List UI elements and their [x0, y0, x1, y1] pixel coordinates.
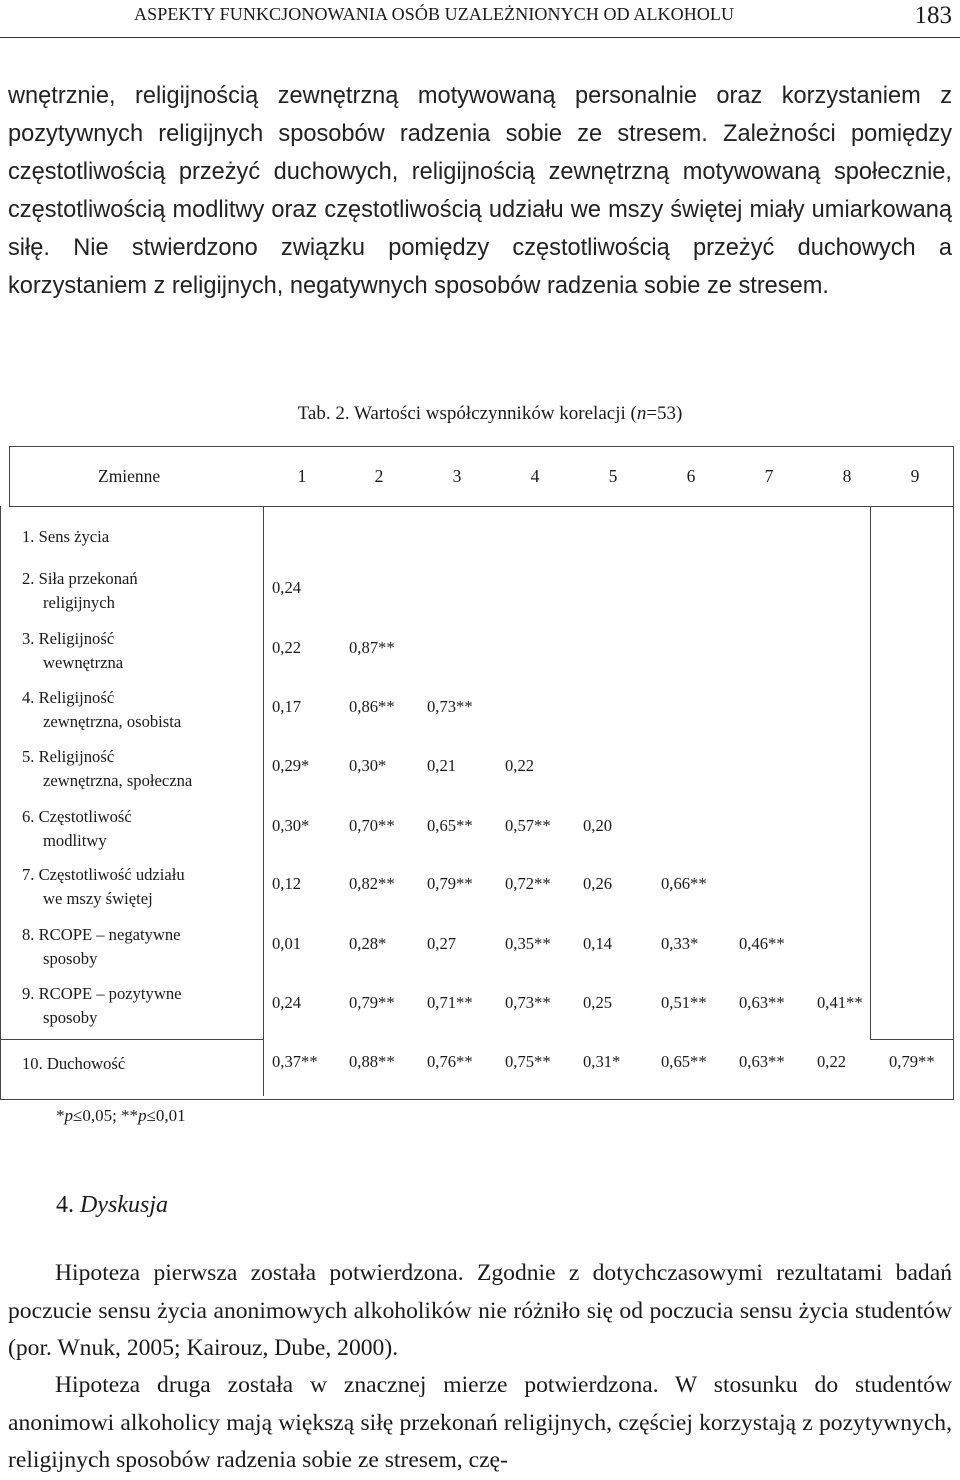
cell-r8-c3: 0,27: [427, 934, 457, 953]
row-label-line1: 8. RCOPE – negatywne: [22, 925, 181, 944]
section-heading: [56, 1192, 168, 1219]
cell-r9-c1: 0,24: [272, 993, 302, 1012]
row-label-2: [22, 567, 262, 615]
table-left-border-header: [9, 446, 10, 506]
cell-r10-c9: 0,79**: [889, 1052, 935, 1071]
table-caption: [0, 403, 960, 425]
header-col-1: 1: [297, 466, 307, 486]
cell-r6-c1: 0,30*: [272, 816, 310, 835]
cell-r10-c8: 0,22: [817, 1052, 847, 1071]
table-right-border-header: [953, 446, 954, 506]
cell-r10-c5: 0,31*: [583, 1052, 621, 1071]
cell-r6-c3: 0,65**: [427, 816, 473, 835]
cell-r4-c2: 0,86**: [349, 697, 395, 716]
row-label-line2: religijnych: [43, 593, 115, 612]
cell-r5-c2: 0,30*: [349, 756, 387, 775]
paragraph-hypothesis-1: Hipoteza pierwsza została potwierdzona. Zgodnie z dotychczasowymi rezultatami badań poczucie sensu życia anonimowych alkoholików nie różniło się od poczucia sensu życia studentów (por. Wnuk, 2005; Kairouz, Dube, 2000).: [8, 1260, 952, 1361]
row-label-5: [22, 745, 262, 793]
cell-r3-c1: 0,22: [272, 638, 302, 657]
row-label-line1: 3. Religijność: [22, 629, 115, 648]
table-label-divider: [263, 506, 264, 1096]
cell-r7-c4: 0,72**: [505, 874, 551, 893]
table-row10-top-border: [0, 1039, 263, 1040]
section-number: 4.: [56, 1192, 74, 1218]
header-col-7: 7: [764, 466, 774, 486]
row-label-line2: zewnętrzna, społeczna: [43, 771, 193, 790]
cell-r6-c2: 0,70**: [349, 816, 395, 835]
cell-r3-c2: 0,87**: [349, 638, 395, 657]
table-bottom-border: [0, 1099, 954, 1100]
cell-r8-c4: 0,35**: [505, 934, 551, 953]
cell-r7-c5: 0,26: [583, 874, 613, 893]
row-label-line2: we mszy świętej: [43, 889, 153, 908]
significance-note: [56, 1106, 186, 1126]
cell-r10-c4: 0,75**: [505, 1052, 551, 1071]
running-header: [0, 0, 960, 38]
header-col-3: 3: [452, 466, 462, 486]
cell-r9-c4: 0,73**: [505, 993, 551, 1012]
cell-r9-c2: 0,79**: [349, 993, 395, 1012]
row-label-8: [22, 923, 262, 971]
paragraph-intro: wnętrznie, religijnością zewnętrzną motywowaną personalnie oraz korzystaniem z pozytywnych religijnych sposobów radzenia sobie ze stresem. Zależności pomiędzy częstotliwością przeżyć duchowych, religijnością zewnętrzną motywowaną społecznie, częstotliwością modlitwy oraz częstotliwością udziału we mszy świętej miały umiarkowaną siłę. Nie stwierdzono związku pomiędzy częstotliwością przeżyć duchowych a korzystaniem z religijnych, negatywnych sposobów radzenia sobie ze stresem.: [8, 83, 952, 299]
table-row10-top-right: [870, 1039, 954, 1040]
header-col-5: 5: [608, 466, 618, 486]
cell-r6-c5: 0,20: [583, 816, 613, 835]
cell-r10-c2: 0,88**: [349, 1052, 395, 1071]
cell-r4-c3: 0,73**: [427, 697, 473, 716]
cell-r5-c1: 0,29*: [272, 756, 310, 775]
cell-r8-c2: 0,28*: [349, 934, 387, 953]
cell-r10-c3: 0,76**: [427, 1052, 473, 1071]
row-label-line2: wewnętrzna: [43, 653, 124, 672]
cell-r4-c1: 0,17: [272, 697, 302, 716]
caption-suffix: =53): [646, 403, 683, 424]
running-title: ASPEKTY FUNKCJONOWANIA OSÓB UZALEŻNIONYCH OD ALKOHOLU: [134, 4, 735, 24]
row-label-line1: 4. Religijność: [22, 688, 115, 707]
header-col-6: 6: [686, 466, 696, 486]
table-header-bottom-border: [9, 506, 953, 507]
row-label-line2: sposoby: [43, 1008, 98, 1027]
cell-r7-c3: 0,79**: [427, 874, 473, 893]
header-col-4: 4: [530, 466, 540, 486]
cell-r7-c1: 0,12: [272, 874, 302, 893]
cell-r9-c5: 0,25: [583, 993, 613, 1012]
cell-r10-c6: 0,65**: [661, 1052, 707, 1071]
section-title: Dyskusja: [80, 1192, 168, 1218]
row-label-line1: 10. Duchowość: [22, 1054, 126, 1073]
caption-prefix: Tab. 2. Wartości współczynników korelacji (: [297, 403, 637, 424]
row-label-6: [22, 805, 262, 853]
row-label-line1: 1. Sens życia: [22, 527, 110, 546]
cell-r5-c4: 0,22: [505, 756, 535, 775]
cell-r8-c6: 0,33*: [661, 934, 699, 953]
cell-r7-c6: 0,66**: [661, 874, 707, 893]
row-label-9: [22, 982, 262, 1030]
table-right-border: [953, 506, 954, 1100]
table-top-border: [9, 446, 953, 447]
row-label-4: [22, 686, 262, 734]
row-label-10: [22, 1052, 262, 1076]
page-number: 183: [914, 2, 952, 29]
row-label-line1: 6. Częstotliwość: [22, 807, 132, 826]
note-text: *p≤0,05; **p≤0,01: [56, 1106, 186, 1125]
cell-r9-c8: 0,41**: [817, 993, 863, 1012]
cell-r8-c5: 0,14: [583, 934, 613, 953]
row-label-1: [22, 525, 262, 549]
row-label-line2: sposoby: [43, 949, 98, 968]
cell-r7-c2: 0,82**: [349, 874, 395, 893]
cell-r5-c3: 0,21: [427, 756, 457, 775]
header-col-2: 2: [374, 466, 384, 486]
header-col-9: 9: [910, 466, 920, 486]
cell-r9-c6: 0,51**: [661, 993, 707, 1012]
row-label-line1: 7. Częstotliwość udziału: [22, 865, 185, 884]
row-label-line1: 2. Siła przekonań: [22, 569, 138, 588]
header-zmienne: Zmienne: [98, 466, 161, 486]
row-label-7: [22, 863, 262, 911]
row-label-line2: modlitwy: [43, 831, 107, 850]
cell-r2-c1: 0,24: [272, 578, 302, 597]
caption-n: n: [636, 403, 647, 424]
table-left-border: [0, 506, 1, 1100]
header-rule: [0, 37, 960, 38]
cell-r9-c3: 0,71**: [427, 993, 473, 1012]
row-label-line1: 9. RCOPE – pozytywne: [22, 984, 182, 1003]
cell-r10-c7: 0,63**: [739, 1052, 785, 1071]
row-label-line2: zewnętrzna, osobista: [43, 712, 182, 731]
cell-r10-c1: 0,37**: [272, 1052, 318, 1071]
row-label-3: [22, 627, 262, 675]
cell-r8-c7: 0,46**: [739, 934, 785, 953]
paragraph-hypothesis-2: Hipoteza druga została w znacznej mierze potwierdzona. W stosunku do studentów anonimowi alkoholicy mają większą siłę przekonań religijnych, częściej korzystają z pozytywnych, religijnych sposobów radzenia sobie ze stresem, czę-: [8, 1372, 952, 1473]
row-label-line1: 5. Religijność: [22, 747, 115, 766]
header-col-8: 8: [842, 466, 852, 486]
table-col9-divider: [870, 506, 871, 1040]
cell-r8-c1: 0,01: [272, 934, 302, 953]
cell-r6-c4: 0,57**: [505, 816, 551, 835]
cell-r9-c7: 0,63**: [739, 993, 785, 1012]
